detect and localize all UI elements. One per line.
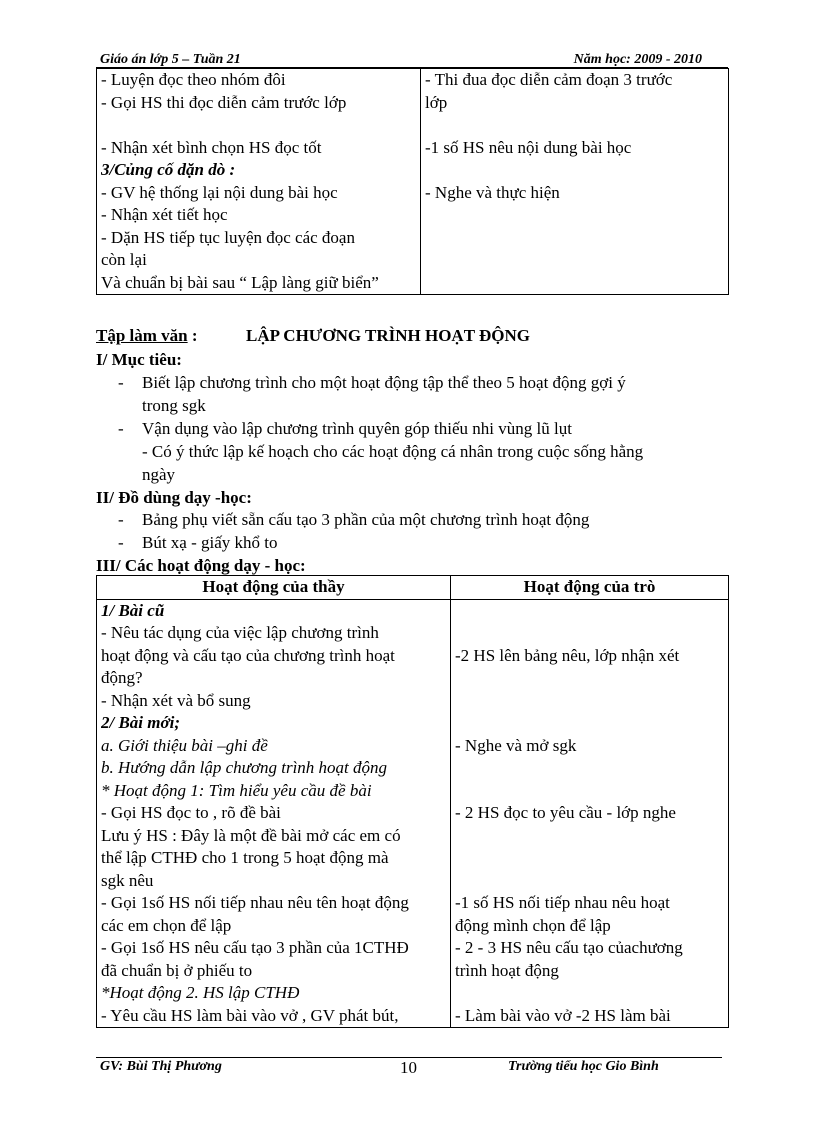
page-number: 10: [400, 1059, 417, 1075]
student-cell: [421, 69, 729, 295]
list-item-text: Bút xạ - giấy khổ to: [142, 533, 278, 552]
list-item: [118, 464, 175, 486]
student-column-header: Hoạt động của trò: [451, 576, 729, 600]
cell-line: -1 số HS nêu nội dung bài học: [425, 137, 632, 157]
bullet-dash: -: [118, 419, 124, 438]
cell-line: a. Giới thiệu bài –ghi đề: [101, 735, 268, 755]
cell-line: [425, 204, 724, 227]
cell-line: Lưu ý HS : Đây là một đề bài mở các em có: [101, 825, 401, 845]
cell-line: [101, 114, 416, 137]
cell-line: - Gọi HS thi đọc diễn cảm trước lớp: [101, 92, 347, 112]
activities-heading: III/ Các hoạt động dạy - học:: [96, 556, 306, 575]
cell-line: động?: [101, 668, 143, 687]
subject-name: Tập làm văn: [96, 326, 188, 345]
cell-line: 2/ Bài mới;: [101, 713, 181, 732]
cell-line: [455, 757, 724, 780]
list-item-text: ngày: [142, 465, 176, 484]
cell-line: [455, 982, 724, 1005]
cell-line: [455, 622, 724, 645]
cell-line: trình hoạt động: [455, 960, 559, 980]
bullet-dash: -: [118, 373, 124, 392]
bullet-dash: -: [118, 510, 124, 529]
cell-line: b. Hướng dẫn lập chương trình hoạt động: [101, 758, 388, 777]
teacher-cell: [97, 69, 421, 295]
cell-line: - Nhận xét tiết học: [101, 205, 228, 224]
list-item-text: - Có ý thức lập kế hoạch cho các hoạt động cá nhân trong cuộc sống hằng: [142, 442, 644, 461]
cell-line: - Gọi 1số HS nối tiếp nhau nêu tên hoạt động: [101, 893, 409, 912]
cell-line: - Yêu cầu HS làm bài vào vở , GV phát bút,: [101, 1005, 399, 1025]
cell-line: - GV hệ thống lại nội dung bài học: [101, 182, 338, 202]
cell-line: - Nhận xét và bổ sung: [101, 690, 251, 710]
cell-line: lớp: [425, 92, 448, 112]
cell-line: [455, 870, 724, 893]
cell-line: [455, 825, 724, 848]
cell-line: [425, 249, 724, 272]
cell-line: * Hoạt động 1: Tìm hiểu yêu cầu đề bài: [101, 780, 372, 800]
lesson-title: LẬP CHƯƠNG TRÌNH HOẠT ĐỘNG: [246, 326, 530, 345]
page-footer: [100, 1059, 700, 1075]
cell-line: - Nhận xét bình chọn HS đọc tốt: [101, 137, 322, 157]
footer-rule: [96, 1057, 722, 1058]
header-right: Năm học: 2009 - 2010: [573, 52, 702, 67]
list-item: [118, 441, 643, 463]
list-item: [118, 395, 206, 417]
page-header: [100, 52, 728, 68]
cell-line: - Nghe và mở sgk: [455, 735, 577, 755]
table-row: [97, 599, 729, 1028]
cell-line: - 2 HS đọc to yêu cầu - lớp nghe: [455, 803, 676, 822]
list-item: [118, 532, 278, 554]
header-left: Giáo án lớp 5 – Tuần 21: [100, 52, 241, 67]
lesson-title-line: [96, 326, 530, 346]
list-item-text: trong sgk: [142, 396, 206, 415]
table-header-row: [97, 576, 729, 600]
cell-line: còn lại: [101, 250, 147, 269]
objectives-heading: I/ Mục tiêu:: [96, 350, 182, 369]
bullet-dash: -: [118, 533, 124, 552]
student-cell: [451, 599, 729, 1028]
cell-line: - Gọi HS đọc to , rõ đề bài: [101, 803, 281, 822]
cell-line: - Nghe và thực hiện: [425, 182, 560, 202]
subject-colon: :: [191, 326, 198, 345]
cell-line: đã chuẩn bị ở phiếu to: [101, 960, 253, 980]
list-item-text: Bảng phụ viết sẵn cấu tạo 3 phần của một chương trình hoạt động: [142, 510, 590, 529]
cell-line: Và chuẩn bị bài sau “ Lập làng giữ biển”: [101, 272, 379, 292]
cell-line: [425, 272, 724, 295]
cell-line: - Luyện đọc theo nhóm đôi: [101, 70, 286, 89]
list-item: [118, 418, 572, 440]
cell-line: hoạt động và cấu tạo của chương trình hoạt: [101, 645, 395, 665]
cell-line: [455, 600, 724, 623]
list-item-text: Biết lập chương trình cho một hoạt động tập thể theo 5 hoạt động gợi ý: [142, 373, 626, 392]
cell-line: [455, 690, 724, 713]
cell-line: các em chọn để lập: [101, 915, 232, 935]
materials-heading: II/ Đồ dùng dạy -học:: [96, 488, 252, 507]
cell-line: thể lập CTHĐ cho 1 trong 5 hoạt động mà: [101, 848, 389, 867]
cell-line: - Nêu tác dụng của việc lập chương trình: [101, 623, 379, 642]
cell-line: [455, 780, 724, 803]
footer-teacher: GV: Bùi Thị Phương: [100, 1059, 222, 1074]
cell-line: [455, 847, 724, 870]
cell-line: [425, 227, 724, 250]
cell-line: -1 số HS nối tiếp nhau nêu hoạt: [455, 893, 670, 912]
footer-school: Trường tiểu học Gio Bình: [508, 1059, 659, 1074]
list-item: [118, 509, 589, 531]
teacher-cell: [97, 599, 451, 1028]
cell-line: - 2 - 3 HS nêu cấu tạo củachương: [455, 938, 683, 957]
cell-line: [425, 159, 724, 182]
table-row: [97, 69, 729, 295]
activities-table-continued: [96, 68, 729, 295]
cell-line: - Dặn HS tiếp tục luyện đọc các đoạn: [101, 227, 355, 247]
cell-line: [455, 667, 724, 690]
activities-table: [96, 575, 729, 1028]
cell-line: động mình chọn để lập: [455, 915, 611, 935]
cell-line: - Thi đua đọc diễn cảm đoạn 3 trước: [425, 70, 673, 89]
teacher-column-header: Hoạt động của thầy: [97, 576, 451, 600]
cell-line: -2 HS lên bảng nêu, lớp nhận xét: [455, 645, 680, 665]
cell-line: [455, 712, 724, 735]
cell-line: 1/ Bài cũ: [101, 600, 165, 620]
cell-line: - Làm bài vào vở -2 HS làm bài: [455, 1005, 671, 1025]
cell-line: *Hoạt động 2. HS lập CTHĐ: [101, 983, 300, 1002]
cell-line: sgk nêu: [101, 870, 154, 890]
list-item-text: Vận dụng vào lập chương trình quyên góp thiếu nhi vùng lũ lụt: [142, 419, 572, 438]
cell-line: 3/Củng cố dặn dò :: [101, 160, 236, 179]
list-item: [118, 372, 626, 394]
cell-line: - Gọi 1số HS nêu cấu tạo 3 phần của 1CTHĐ: [101, 938, 409, 957]
cell-line: [425, 114, 724, 137]
